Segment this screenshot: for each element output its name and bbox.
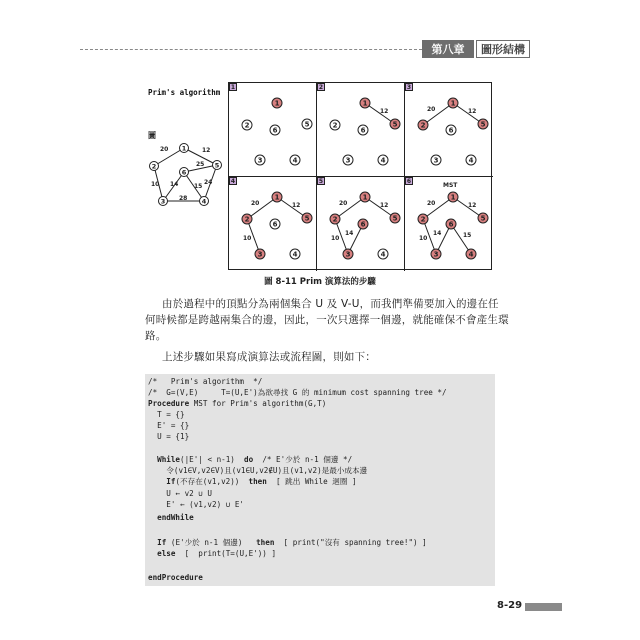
svg-text:4: 4 [468, 250, 474, 259]
node-label: 5 [214, 161, 220, 170]
svg-text:20: 20 [427, 200, 436, 207]
code-line: If(不存在(v1,v2)) then [ 跳出 While 迴圈 ] [148, 477, 357, 486]
svg-text:3: 3 [433, 156, 439, 165]
paragraph-intro: 上述步驟如果寫成演算法或流程圖，則如下： [162, 351, 376, 363]
code-line: /* G=(V,E) T=(U,E')為欲尋找 G 的 minimum cost spanning tree */ [148, 388, 447, 397]
svg-text:2: 2 [244, 215, 250, 224]
step-panel-4 [229, 177, 317, 271]
paragraph-line: 由於過程中的頂點分為兩個集合 U 及 V-U，而我們準備要加入的邊在任 [162, 298, 499, 310]
svg-text:14: 14 [345, 230, 354, 237]
weight-label: 15 [194, 183, 203, 190]
svg-text:3: 3 [345, 250, 351, 259]
svg-text:12: 12 [468, 202, 477, 209]
weight-label: 25 [196, 161, 205, 168]
svg-text:6: 6 [360, 126, 366, 135]
paragraph-line: 何時候都是跨越兩集合的邊，因此，一次只選擇一個邊，就能確保不會產生環 [145, 314, 509, 326]
svg-text:1: 1 [362, 99, 368, 108]
panel-number: 4 [230, 178, 236, 185]
main-graph [140, 138, 230, 216]
svg-text:6: 6 [448, 220, 454, 229]
panel-number: 1 [230, 84, 236, 91]
step-panel-6 [405, 177, 493, 271]
svg-text:5: 5 [480, 214, 486, 223]
svg-text:10: 10 [331, 235, 340, 242]
panel-number: 6 [406, 178, 412, 185]
header-rule [80, 49, 422, 50]
weight-label: 20 [160, 146, 169, 153]
svg-text:20: 20 [427, 106, 436, 113]
node-label: 3 [160, 197, 166, 206]
code-line: endProcedure [148, 573, 203, 582]
panel-number: 2 [318, 84, 324, 91]
svg-text:5: 5 [304, 120, 310, 129]
code-line: /* Prim's algorithm */ [148, 377, 263, 386]
svg-text:14: 14 [433, 230, 442, 237]
graph-label: 圖 [148, 131, 156, 140]
page-number: 8-29 [497, 600, 523, 611]
svg-text:5: 5 [392, 120, 398, 129]
svg-text:15: 15 [463, 232, 472, 239]
weight-label: 28 [179, 195, 188, 202]
step-panel-1 [229, 83, 317, 177]
svg-text:3: 3 [257, 156, 263, 165]
paragraph-line: 路。 [145, 330, 167, 342]
svg-text:4: 4 [380, 156, 386, 165]
svg-text:4: 4 [468, 156, 474, 165]
svg-text:6: 6 [272, 220, 278, 229]
svg-text:10: 10 [243, 235, 252, 242]
svg-text:3: 3 [257, 250, 263, 259]
weight-label: 24 [204, 179, 213, 186]
svg-text:4: 4 [292, 156, 298, 165]
svg-text:1: 1 [274, 99, 280, 108]
svg-text:2: 2 [420, 121, 426, 130]
svg-text:2: 2 [420, 215, 426, 224]
step-panel-2 [317, 83, 405, 177]
svg-text:3: 3 [345, 156, 351, 165]
svg-text:6: 6 [272, 126, 278, 135]
panel-number: 3 [406, 84, 412, 91]
svg-text:6: 6 [360, 220, 366, 229]
svg-text:1: 1 [362, 193, 368, 202]
svg-text:1: 1 [274, 193, 280, 202]
page-number-bar [525, 603, 562, 611]
code-line: U = {1} [148, 432, 190, 441]
svg-text:12: 12 [468, 108, 477, 115]
code-line: U ← v2 ∪ U [148, 489, 213, 498]
weight-label: 12 [202, 147, 211, 154]
code-line: else [ print(T=(U,E')) ] [148, 549, 277, 558]
code-line: 令(v1∈V,v2∈V)且(v1∈U,v2∉U)且(v1,v2)是最小成本邊 [148, 466, 368, 475]
svg-text:2: 2 [244, 121, 250, 130]
prim-steps-grid [228, 82, 492, 270]
svg-text:10: 10 [419, 235, 428, 242]
node-label: 1 [181, 144, 187, 153]
figure-label: Prim's algorithm [148, 88, 221, 97]
node-label: 6 [181, 168, 187, 177]
svg-text:4: 4 [292, 250, 298, 259]
code-line: E' ← (v1,v2) ∪ E' [148, 500, 245, 509]
svg-text:5: 5 [480, 120, 486, 129]
step-panel-3 [405, 83, 493, 177]
node-label: 2 [151, 162, 157, 171]
svg-text:12: 12 [292, 202, 301, 209]
svg-text:4: 4 [380, 250, 386, 259]
node-label: 4 [201, 197, 207, 206]
code-line: While(|E'| < n-1) do /* E'少於 n-1 個邊 */ [148, 455, 353, 464]
svg-text:1: 1 [450, 193, 456, 202]
svg-text:12: 12 [380, 108, 389, 115]
code-line: If (E'少於 n-1 個邊) then [ print("沒有 spanning tree!") ] [148, 538, 427, 547]
code-line: E' = {} [148, 421, 190, 430]
code-line: endWhile [148, 513, 194, 522]
svg-text:20: 20 [339, 200, 348, 207]
code-line: Procedure MST for Prim's algorithm(G,T) [148, 399, 327, 408]
step-panel-5 [317, 177, 405, 271]
panel-number: 5 [318, 178, 324, 185]
mst-title: MST [443, 182, 458, 189]
chapter-title: 圖形結構 [476, 40, 530, 58]
weight-label: 14 [170, 181, 179, 188]
svg-text:5: 5 [392, 214, 398, 223]
chapter-tab: 第八章 [422, 40, 474, 58]
svg-text:20: 20 [251, 200, 260, 207]
svg-text:5: 5 [304, 214, 310, 223]
svg-text:2: 2 [332, 215, 338, 224]
svg-text:2: 2 [332, 121, 338, 130]
svg-text:6: 6 [448, 126, 454, 135]
code-line: T = {} [148, 410, 185, 419]
svg-text:12: 12 [380, 202, 389, 209]
weight-label: 10 [151, 181, 160, 188]
svg-text:1: 1 [450, 99, 456, 108]
svg-text:3: 3 [433, 250, 439, 259]
figure-caption: 圖 8-11 Prim 演算法的步驟 [264, 277, 376, 287]
